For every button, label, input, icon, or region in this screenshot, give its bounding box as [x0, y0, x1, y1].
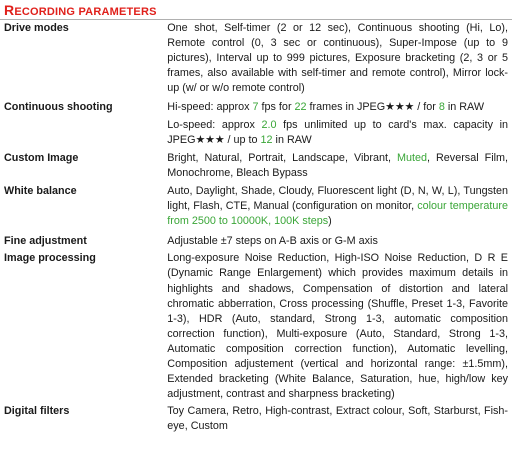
spec-row	[4, 151, 508, 184]
title-divider	[0, 19, 512, 20]
highlighted-value: 2.0	[261, 118, 277, 131]
highlighted-value: 22	[294, 101, 307, 114]
spec-value	[167, 404, 508, 434]
section-title	[4, 2, 157, 18]
spec-paragraph	[167, 184, 508, 229]
highlighted-value: 7	[252, 101, 259, 114]
spec-value	[167, 251, 508, 404]
spec-text: in RAW	[444, 101, 485, 114]
spec-value	[167, 21, 508, 100]
spec-paragraph	[167, 234, 508, 249]
spec-row	[4, 404, 508, 434]
spec-table	[4, 21, 508, 434]
spec-row	[4, 100, 508, 150]
section-title-rest: ECORDING PARAMETERS	[14, 6, 157, 18]
spec-label: Digital filters	[4, 405, 70, 418]
spec-text: Bright, Natural, Portrait, Landscape, Vibrant,	[167, 151, 397, 164]
spec-label: Drive modes	[4, 22, 69, 34]
spec-value	[167, 100, 508, 150]
spec-paragraph	[167, 151, 508, 181]
spec-value	[167, 151, 508, 184]
spec-paragraph	[167, 404, 508, 434]
highlighted-value: 8	[438, 101, 445, 114]
spec-value	[167, 184, 508, 234]
highlighted-value: colour temperature from 2500 to 10000K, 100K steps	[167, 200, 508, 228]
spec-paragraph	[167, 100, 508, 115]
spec-text: Lo-speed: approx	[167, 118, 262, 131]
highlighted-value: Muted	[396, 151, 427, 164]
highlighted-value: 12	[260, 133, 273, 146]
spec-text: Auto, Daylight, Shade, Cloudy, Fluorescent light (D, N, W, L), Tungsten light, Flash, CTE, Manual (configuration on monitor,	[167, 184, 508, 213]
spec-paragraph	[167, 251, 508, 402]
spec-paragraph	[167, 118, 508, 148]
spec-text: Long-exposure Noise Reduction, High-ISO Noise Reduction, D R E (Dynamic Range Enlargement) which provides maximum details in highlights and shadows, Compensation of distortion and lateral chromatic abberration, Cross processing (Shuffle, Preset 1-3, Favorite 1-3), HDR (Auto, standard, Strong 1-3, automatic composition correction function), Multi-exposure (Auto, Standard, Strong 1-3, Automatic composition correction function), Automatic levelling, Composition adjustement (vertical and horizontal range: ±1.5mm), Extended bracketing (White Balance, Saturation, hue, high/low key adjustment, contrast and sharpness bracketing)	[167, 252, 508, 401]
spec-text: Adjustable ±7 steps on A-B axis or G-M axis	[167, 235, 378, 248]
spec-table-body	[4, 21, 508, 434]
spec-text: Hi-speed: approx	[167, 101, 253, 114]
spec-text: in RAW	[272, 133, 312, 146]
section-title-initial: R	[4, 2, 15, 18]
spec-label: Continuous shooting	[4, 101, 113, 114]
spec-label: Fine adjustment	[4, 235, 87, 248]
spec-text: fps unlimited up to card's max. capacity in JPEG★★★ / up to	[167, 118, 508, 146]
spec-text: Toy Camera, Retro, High-contrast, Extract colour, Soft, Starburst, Fish-eye, Custom	[167, 405, 508, 433]
spec-row	[4, 234, 508, 251]
spec-text: frames in JPEG★★★ / for	[306, 101, 439, 114]
spec-label: Custom Image	[4, 151, 79, 164]
spec-row	[4, 184, 508, 234]
spec-text: )	[328, 215, 332, 228]
spec-text: fps for	[258, 101, 295, 114]
spec-label: Image processing	[4, 252, 96, 265]
spec-value	[167, 234, 508, 251]
spec-row	[4, 251, 508, 404]
spec-text: , Reversal Film, Monochrome, Bleach Bypass	[167, 151, 508, 179]
spec-paragraph	[167, 21, 508, 96]
spec-label: White balance	[4, 184, 77, 197]
spec-row	[4, 21, 508, 100]
spec-text: One shot, Self-timer (2 or 12 sec), Continuous shooting (Hi, Lo), Remote control (0, 3 sec or continuous), Super-Impose (up to 9 pictures), Interval up to 999 pictures, Exposure bracketing (2, 3 or 5 frames, also available with self-timer and remote control), Mirror lock-up (w/ or w/o remote control)	[167, 22, 508, 95]
